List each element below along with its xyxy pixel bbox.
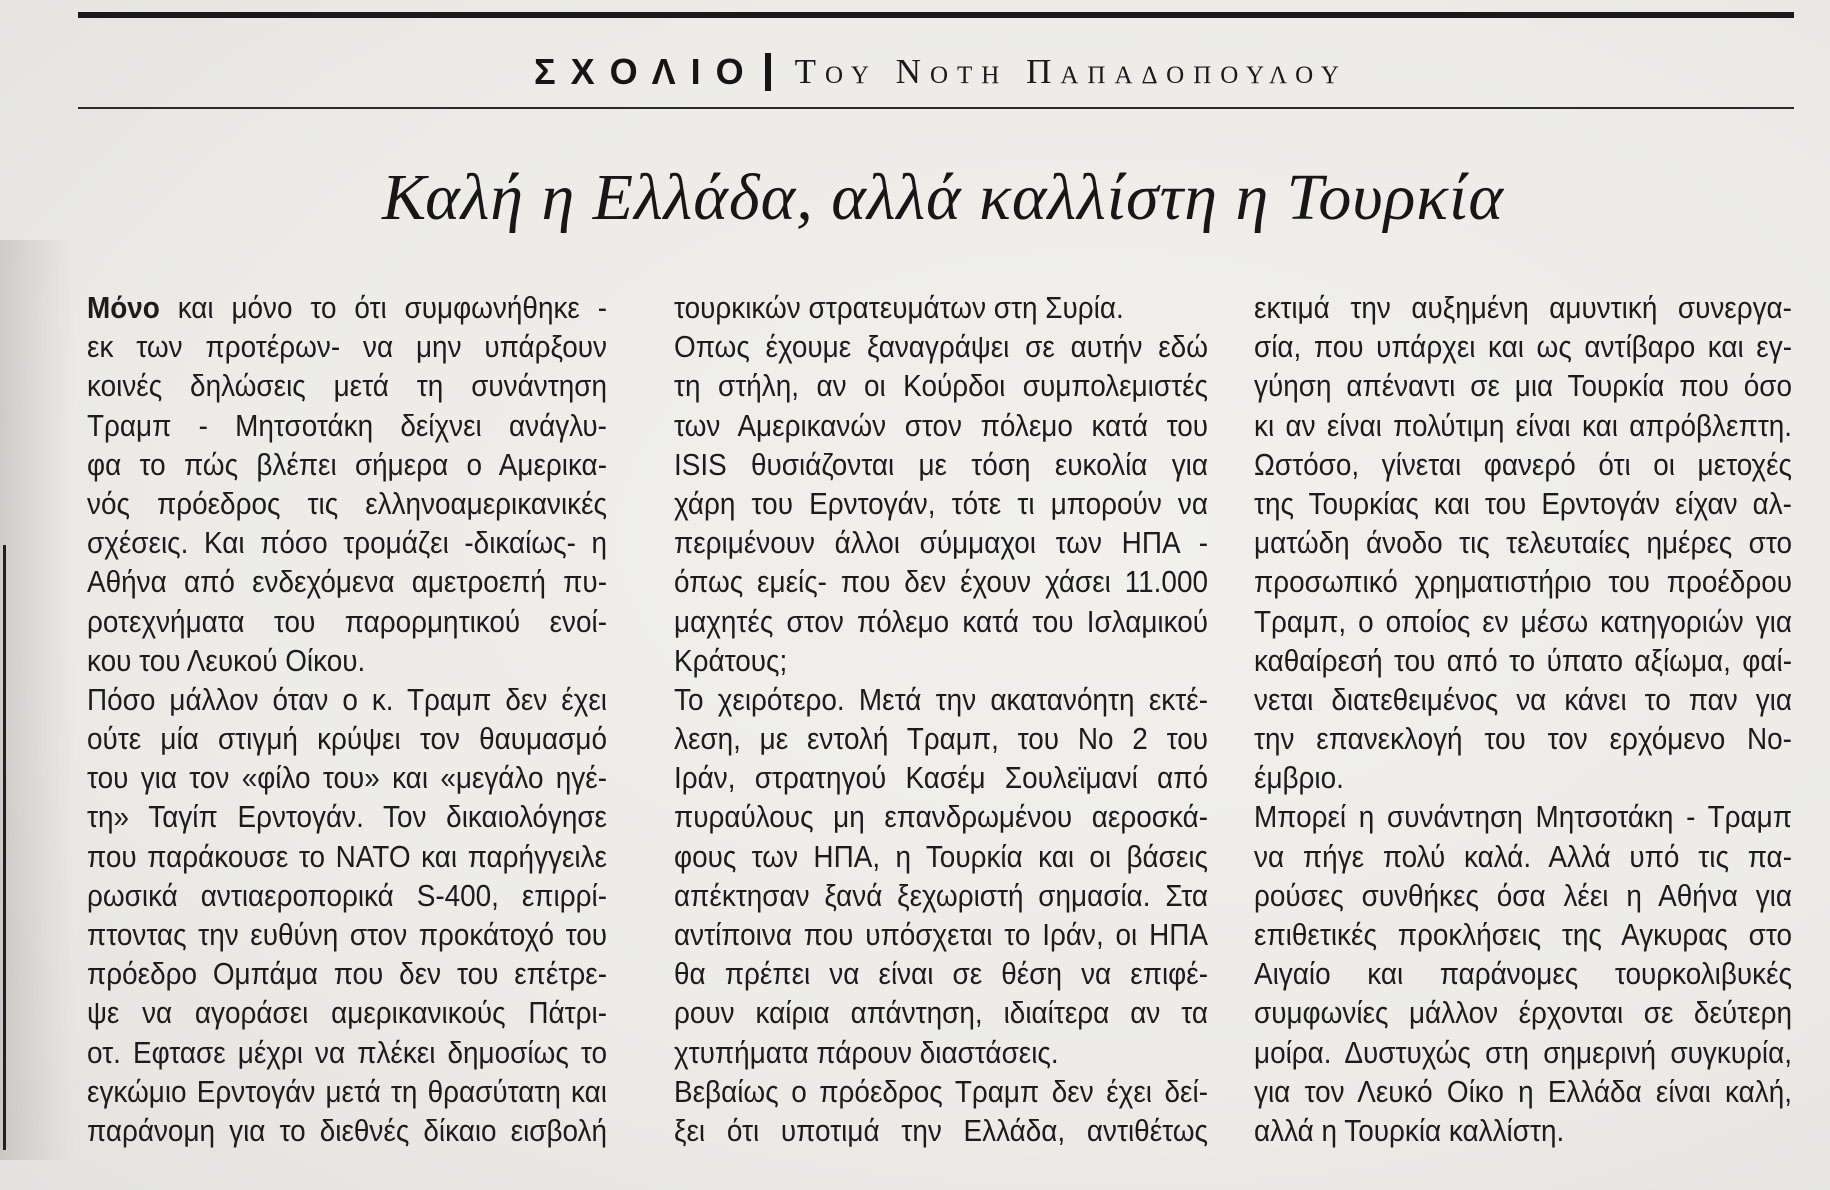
article-column-1 [87, 288, 607, 1150]
page-edge-line [3, 545, 6, 1150]
text-line: Το χειρότερο. Μετά την ακατανόητη εκτέ- [674, 681, 1208, 717]
text-line [87, 288, 607, 327]
text-line: σία, που υπάρχει και ως αντίβαρο και εγ- [1254, 329, 1792, 365]
text-line: γύηση απέναντι σε μια Τουρκία που όσο [1254, 368, 1792, 404]
text-line: αντίποινα που υπόσχεται το Ιράν, οι ΗΠΑ [674, 917, 1208, 952]
text-line: πυραύλους μη επανδρωμένου αεροσκά- [674, 799, 1208, 835]
text-line: εγκώμιο Ερντογάν μετά τη θρασύτατη και [87, 1073, 607, 1109]
column-lines [87, 288, 607, 1150]
text-line: να πήγε πολύ καλά. Αλλά υπό τις πα- [1254, 838, 1792, 874]
text-line: εκ των προτέρων- να μην υπάρξουν [87, 329, 607, 365]
text-line: τουρκικών στρατευμάτων στη Συρία. [674, 290, 1124, 325]
text-line: ρουν καίρια απάντηση, ιδιαίτερα αν τα [674, 995, 1208, 1031]
text-line: των Αμερικανών στον πόλεμο κατά του [674, 407, 1208, 443]
text-line: Τραμπ, ο οποίος εν μέσω κατηγοριών για [1254, 603, 1792, 639]
column-lines [1254, 288, 1792, 1150]
text-line: τη στήλη, αν οι Κούρδοι συμπολεμιστές [674, 368, 1208, 404]
text-line: έμβριο. [1254, 760, 1344, 796]
article-title: Καλή η Ελλάδα, αλλά καλλίστη η Τουρκία [381, 161, 1505, 234]
text-line: νεται διατεθειμένος να κάνει το παν για [1254, 681, 1792, 717]
text-line: μοίρα. Δυστυχώς στη σημερινή συγκυρία, [1254, 1034, 1792, 1070]
text-line: απέκτησαν ξανά ξεχωριστή σημασία. Στα [674, 877, 1208, 913]
text-line: τη» Ταγίπ Ερντογάν. Τον δικαιολόγησε [87, 799, 607, 835]
text-line: κι αν είναι πολύτιμη είναι και απρόβλεπτη. [1254, 407, 1792, 443]
text-line: ροτεχνήματα του παρορμητικού ενοί- [87, 603, 607, 639]
text-line: νός πρόεδρος τις ελληνοαμερικανικές [87, 485, 607, 521]
text-line: για τον Λευκό Οίκο η Ελλάδα είναι καλή, [1254, 1073, 1792, 1109]
text-line: χτυπήματα πάρουν διαστάσεις. [674, 1034, 1059, 1070]
text-line: ξει ότι υποτιμά την Ελλάδα, αντιθέτως [674, 1112, 1208, 1148]
text-line: θα πρέπει να είναι σε θέση να επιφέ- [674, 956, 1208, 992]
text-line: λεση, με εντολή Τραμπ, του Νο 2 του [674, 721, 1208, 757]
text-line: Μπορεί η συνάντηση Μητσοτάκη - Τραμπ [1254, 799, 1792, 835]
article-column-3 [1254, 288, 1792, 1150]
text-line: οτ. Εφτασε μέχρι να πλέκει δημοσίως το [87, 1034, 607, 1070]
article-column-2 [674, 288, 1208, 1150]
page-edge-shadow [0, 240, 75, 1160]
text-line: προσωπικό χρηματιστήριο του προέδρου [1254, 564, 1792, 600]
text-line: Βεβαίως ο πρόεδρος Τραμπ δεν έχει δεί- [674, 1073, 1208, 1109]
text-line: Πόσο μάλλον όταν ο κ. Τραμπ δεν έχει [87, 681, 607, 717]
header-divider-bar [765, 53, 771, 91]
text-line: Οπως έχουμε ξαναγράψει σε αυτήν εδώ [674, 329, 1208, 365]
text-line: χάρη του Ερντογάν, τότε τι μπορούν να [674, 485, 1208, 521]
text-line: ψε να αγοράσει αμερικανικούς Πάτρι- [87, 995, 607, 1031]
text-line: την επανεκλογή του τον ερχόμενο Νο- [1254, 721, 1792, 757]
text-line: καθαίρεσή του από το ύπατο αξίωμα, φαί- [1254, 642, 1792, 678]
column-header [534, 50, 1348, 94]
text-line: σχέσεις. Και πόσο τρομάζει -δικαίως- η [87, 525, 607, 561]
top-rule [78, 12, 1794, 18]
line-text: και μόνο το ότι συμφωνήθηκε - [177, 290, 607, 325]
text-line: ούτε μία στιγμή κρύψει τον θαυμασμό [87, 721, 607, 757]
text-line: ματώδη άνοδο τις τελευταίες ημέρες στο [1254, 525, 1792, 561]
text-line: πρόεδρο Ομπάμα που δεν του επέτρε- [87, 956, 607, 992]
text-line: πτοντας την ευθύνη στον προκάτοχό του [87, 917, 607, 952]
text-line: εκτιμά την αυξημένη αμυντική συνεργα- [1254, 290, 1792, 325]
text-line: φους των ΗΠΑ, η Τουρκία και οι βάσεις [674, 838, 1208, 874]
lead-word: Μόνο [87, 290, 160, 325]
text-line: κου του Λευκού Οίκου. [87, 642, 366, 678]
text-line: περιμένουν άλλοι σύμμαχοι των ΗΠΑ - [674, 525, 1208, 561]
text-line: Τραμπ - Μητσοτάκη δείχνει ανάγλυ- [87, 407, 607, 443]
text-line: μαχητές στον πόλεμο κατά του Ισλαμικού [674, 603, 1208, 639]
text-line: του για τον «φίλο του» και «μεγάλο ηγέ- [87, 760, 607, 796]
text-line: αλλά η Τουρκία καλλίστη. [1254, 1112, 1565, 1148]
text-line: κοινές δηλώσεις μετά τη συνάντηση [87, 368, 607, 404]
text-line: Αθήνα από ενδεχόμενα αμετροεπή πυ- [87, 564, 607, 600]
text-line: ISIS θυσιάζονται με τόση ευκολία για [674, 446, 1208, 482]
text-line: της Τουρκίας και του Ερντογάν είχαν αλ- [1254, 485, 1792, 521]
text-line: συμφωνίες μάλλον έρχονται σε δεύτερη [1254, 995, 1792, 1031]
text-line: Κράτους; [674, 642, 788, 678]
section-label: ΣΧΟΛΙΟ [534, 51, 759, 92]
header-rule [78, 107, 1794, 109]
column-lines [674, 288, 1208, 1150]
text-line: ρούσες συνθήκες όσα λέει η Αθήνα για [1254, 877, 1792, 913]
byline: Του Νοτη Παπαδοπουλου [794, 52, 1348, 91]
text-line: Ιράν, στρατηγού Κασέμ Σουλεϊμανί από [674, 760, 1208, 796]
text-line: Αιγαίο και παράνομες τουρκολιβυκές [1254, 956, 1792, 992]
text-line: Ωστόσο, γίνεται φανερό ότι οι μετοχές [1254, 446, 1792, 482]
text-line: που παράκουσε το ΝΑΤΟ και παρήγγειλε [87, 838, 607, 874]
text-line: όπως εμείς- που δεν έχουν χάσει 11.000 [674, 564, 1208, 600]
text-line: επιθετικές προκλήσεις της Αγκυρας στο [1254, 917, 1792, 952]
text-line: παράνομη για το διεθνές δίκαιο εισβολή [87, 1112, 607, 1148]
text-line: φα το πώς βλέπει σήμερα ο Αμερικα- [87, 446, 607, 482]
text-line: ρωσικά αντιαεροπορικά S-400, επιρρί- [87, 877, 607, 913]
